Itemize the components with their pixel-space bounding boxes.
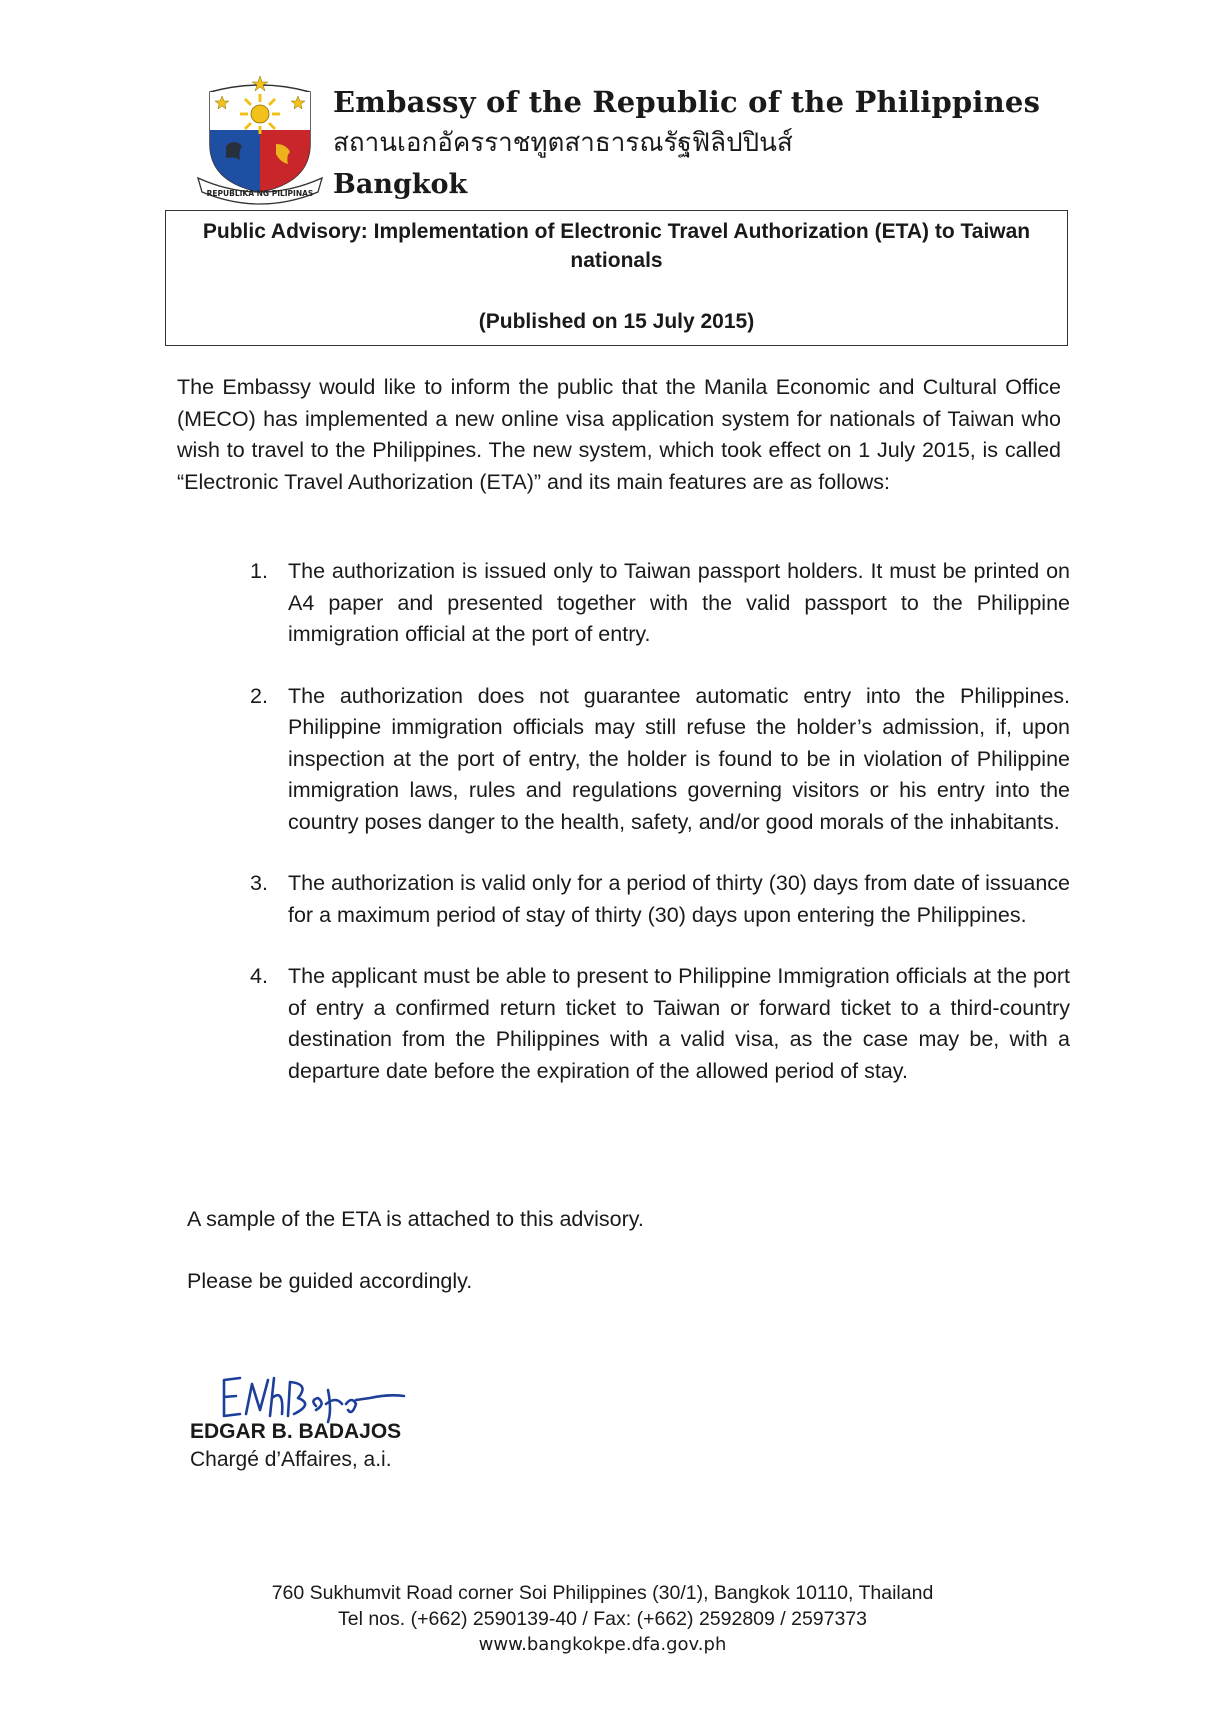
list-item-number: 1. xyxy=(250,559,268,583)
signer-name: EDGAR B. BADAJOS xyxy=(190,1420,402,1443)
embassy-city: Bangkok xyxy=(333,169,468,200)
philippine-seal-emblem xyxy=(196,74,324,214)
signer-title: Chargé d’Affaires, a.i. xyxy=(190,1448,392,1471)
letterhead xyxy=(333,84,1040,202)
features-list xyxy=(250,556,1070,1117)
list-item xyxy=(250,868,1070,931)
seal-ribbon-text: REPUBLIKA NG PILIPINAS xyxy=(206,189,314,198)
intro-paragraph: The Embassy would like to inform the public that the Manila Economic and Cultural Office (MECO) has implemented a new online visa application system for nationals of Taiwan who wish to travel to the Philippines. The new system, which took effect on 1 July 2015, is called “Electronic Travel Authorization (ETA)” and its main features are as follows: xyxy=(177,375,1061,494)
sample-note: A sample of the ETA is attached to this advisory. xyxy=(187,1207,644,1231)
advisory-title: Public Advisory: Implementation of Electronic Travel Authorization (ETA) to Taiwan nationals xyxy=(202,220,1031,272)
footer-phones: Tel nos. (+662) 2590139-40 / Fax: (+662) 2592809 / 2597373 xyxy=(337,1608,868,1630)
signer-block xyxy=(190,1418,401,1474)
guidance-note: Please be guided accordingly. xyxy=(187,1269,473,1293)
advisory-published-date: (Published on 15 July 2015) xyxy=(478,310,755,333)
list-item-text: The authorization does not guarantee automatic entry into the Philippines. Philippine immigration officials may still refuse the holder’s admission, if, upon inspection at the port of entry, the holder is found to be in violation of Philippine immigration laws, rules and regulations governing visitors or his entry into the country poses danger to the health, safety, and/or good morals of the inhabitants. xyxy=(288,683,1070,834)
list-item xyxy=(250,681,1070,839)
embassy-name: Embassy of the Republic of the Philippines xyxy=(333,85,1041,119)
list-item xyxy=(250,556,1070,651)
list-item-number: 3. xyxy=(250,871,268,895)
advisory-title-box xyxy=(165,210,1068,346)
list-item-number: 4. xyxy=(250,964,268,988)
footer-contact xyxy=(0,1580,1205,1658)
list-item-text: The applicant must be able to present to Philippine Immigration officials at the port of entry a confirmed return ticket to Taiwan or forward ticket to a third-country destination from the Philippines with a valid visa, as the case may be, with a departure date before the expiration of the allowed period of stay. xyxy=(288,964,1070,1083)
list-item xyxy=(250,961,1070,1087)
footer-address: 760 Sukhumvit Road corner Soi Philippines (30/1), Bangkok 10110, Thailand xyxy=(271,1582,934,1604)
embassy-name-thai: สถานเอกอัครราชทูตสาธารณรัฐฟิลิปปินส์ xyxy=(333,128,793,158)
footer-website: www.bangkokpe.dfa.gov.ph xyxy=(478,1634,727,1655)
list-item-text: The authorization is issued only to Taiwan passport holders. It must be printed on A4 paper and presented together with the valid passport to the Philippine immigration official at the port of entry. xyxy=(288,559,1070,646)
list-item-text: The authorization is valid only for a period of thirty (30) days from date of issuance for a maximum period of stay of thirty (30) days upon entering the Philippines. xyxy=(288,871,1070,927)
list-item-number: 2. xyxy=(250,683,268,708)
